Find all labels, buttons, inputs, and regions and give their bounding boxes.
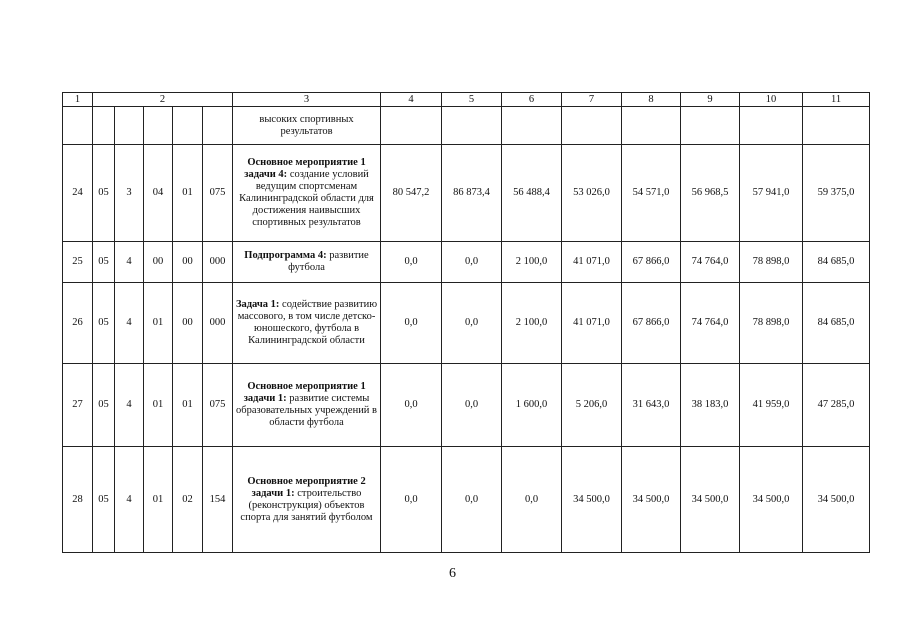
- value-cell: 1 600,0: [502, 364, 562, 447]
- code-cell: 01: [173, 145, 203, 242]
- value-cell: 41 071,0: [562, 283, 622, 364]
- value-cell: 74 764,0: [681, 283, 740, 364]
- header-cell: 1: [63, 93, 93, 107]
- value-cell: [622, 107, 681, 145]
- code-cell: 04: [144, 145, 173, 242]
- row-number: 25: [63, 242, 93, 283]
- table-row: [63, 364, 870, 447]
- value-cell: 31 643,0: [622, 364, 681, 447]
- value-cell: [681, 107, 740, 145]
- code-cell: 01: [144, 447, 173, 553]
- description-bold: Основное мероприятие 2 задачи 1:: [247, 475, 366, 499]
- description-cell: [233, 283, 381, 364]
- code-cell: [203, 107, 233, 145]
- code-cell: 075: [203, 145, 233, 242]
- table-row: [63, 107, 870, 145]
- description-cell: [233, 145, 381, 242]
- table-row: [63, 447, 870, 553]
- value-cell: 59 375,0: [803, 145, 870, 242]
- value-cell: 2 100,0: [502, 242, 562, 283]
- code-cell: 05: [93, 364, 115, 447]
- value-cell: 41 071,0: [562, 242, 622, 283]
- code-cell: 05: [93, 447, 115, 553]
- value-cell: 57 941,0: [740, 145, 803, 242]
- description-bold: Основное мероприятие 1 задачи 1:: [243, 381, 366, 404]
- header-cell: 10: [740, 93, 803, 107]
- value-cell: 84 685,0: [803, 283, 870, 364]
- value-cell: 34 500,0: [622, 447, 681, 553]
- code-cell: 4: [115, 242, 144, 283]
- description-text: строительство (реконструкция) объектов спорта для занятий футболом: [240, 487, 373, 523]
- code-cell: [144, 107, 173, 145]
- header-row: [63, 93, 870, 107]
- value-cell: 80 547,2: [381, 145, 442, 242]
- description-text: развитие футбола: [288, 250, 369, 273]
- value-cell: [442, 107, 502, 145]
- code-cell: 00: [144, 242, 173, 283]
- value-cell: [803, 107, 870, 145]
- value-cell: 74 764,0: [681, 242, 740, 283]
- header-cell: 7: [562, 93, 622, 107]
- header-cell: 6: [502, 93, 562, 107]
- value-cell: [502, 107, 562, 145]
- value-cell: 78 898,0: [740, 242, 803, 283]
- header-cell: 2: [93, 93, 233, 107]
- description-cell: [233, 107, 381, 145]
- code-cell: [115, 107, 144, 145]
- value-cell: 47 285,0: [803, 364, 870, 447]
- value-cell: 0,0: [442, 447, 502, 553]
- value-cell: 56 968,5: [681, 145, 740, 242]
- code-cell: 000: [203, 283, 233, 364]
- code-cell: 00: [173, 283, 203, 364]
- code-cell: 3: [115, 145, 144, 242]
- code-cell: 154: [203, 447, 233, 553]
- value-cell: 0,0: [381, 364, 442, 447]
- description-text: высоких спортивных результатов: [259, 113, 354, 137]
- value-cell: 84 685,0: [803, 242, 870, 283]
- value-cell: 0,0: [381, 447, 442, 553]
- code-cell: 05: [93, 283, 115, 364]
- value-cell: 0,0: [381, 283, 442, 364]
- code-cell: 01: [173, 364, 203, 447]
- value-cell: 67 866,0: [622, 242, 681, 283]
- table-row: [63, 283, 870, 364]
- description-text: содействие развитию массового, в том числе детско-юношеского, футбола в Калининградской области: [237, 299, 378, 346]
- description-text: развитие системы образовательных учреждений в области футбола: [236, 393, 378, 428]
- document-page: [62, 92, 869, 553]
- header-cell: 5: [442, 93, 502, 107]
- code-cell: 00: [173, 242, 203, 283]
- value-cell: 67 866,0: [622, 283, 681, 364]
- code-cell: [173, 107, 203, 145]
- value-cell: 34 500,0: [681, 447, 740, 553]
- description-cell: [233, 364, 381, 447]
- code-cell: [93, 107, 115, 145]
- code-cell: 000: [203, 242, 233, 283]
- code-cell: 075: [203, 364, 233, 447]
- code-cell: 4: [115, 447, 144, 553]
- value-cell: 34 500,0: [740, 447, 803, 553]
- code-cell: 01: [144, 364, 173, 447]
- description-text: создание условий ведущим спортсменам Калининградской области для достижения наивысших спортивных результатов: [239, 169, 374, 228]
- description-cell: [233, 447, 381, 553]
- table-row: [63, 242, 870, 283]
- row-number: 28: [63, 447, 93, 553]
- page-number: 6: [449, 566, 456, 581]
- value-cell: 86 873,4: [442, 145, 502, 242]
- value-cell: 0,0: [442, 283, 502, 364]
- header-cell: 11: [803, 93, 870, 107]
- value-cell: 41 959,0: [740, 364, 803, 447]
- value-cell: 34 500,0: [803, 447, 870, 553]
- value-cell: 78 898,0: [740, 283, 803, 364]
- header-cell: 9: [681, 93, 740, 107]
- value-cell: 0,0: [381, 242, 442, 283]
- code-cell: 4: [115, 364, 144, 447]
- row-number: 27: [63, 364, 93, 447]
- value-cell: 5 206,0: [562, 364, 622, 447]
- row-number: [63, 107, 93, 145]
- value-cell: 0,0: [442, 242, 502, 283]
- value-cell: 56 488,4: [502, 145, 562, 242]
- code-cell: 05: [93, 242, 115, 283]
- value-cell: 38 183,0: [681, 364, 740, 447]
- value-cell: [381, 107, 442, 145]
- header-cell: 3: [233, 93, 381, 107]
- row-number: 24: [63, 145, 93, 242]
- description-bold: Основное мероприятие 1 задачи 4:: [244, 157, 366, 180]
- value-cell: [562, 107, 622, 145]
- table-row: [63, 145, 870, 242]
- value-cell: 54 571,0: [622, 145, 681, 242]
- header-cell: 4: [381, 93, 442, 107]
- value-cell: 0,0: [502, 447, 562, 553]
- description-bold: Подпрограмма 4:: [244, 250, 327, 261]
- value-cell: [740, 107, 803, 145]
- code-cell: 01: [144, 283, 173, 364]
- value-cell: 34 500,0: [562, 447, 622, 553]
- value-cell: 0,0: [442, 364, 502, 447]
- value-cell: 2 100,0: [502, 283, 562, 364]
- row-number: 26: [63, 283, 93, 364]
- code-cell: 02: [173, 447, 203, 553]
- code-cell: 05: [93, 145, 115, 242]
- budget-table: [62, 92, 870, 553]
- description-cell: [233, 242, 381, 283]
- header-cell: 8: [622, 93, 681, 107]
- description-bold: Задача 1:: [235, 299, 280, 310]
- value-cell: 53 026,0: [562, 145, 622, 242]
- code-cell: 4: [115, 283, 144, 364]
